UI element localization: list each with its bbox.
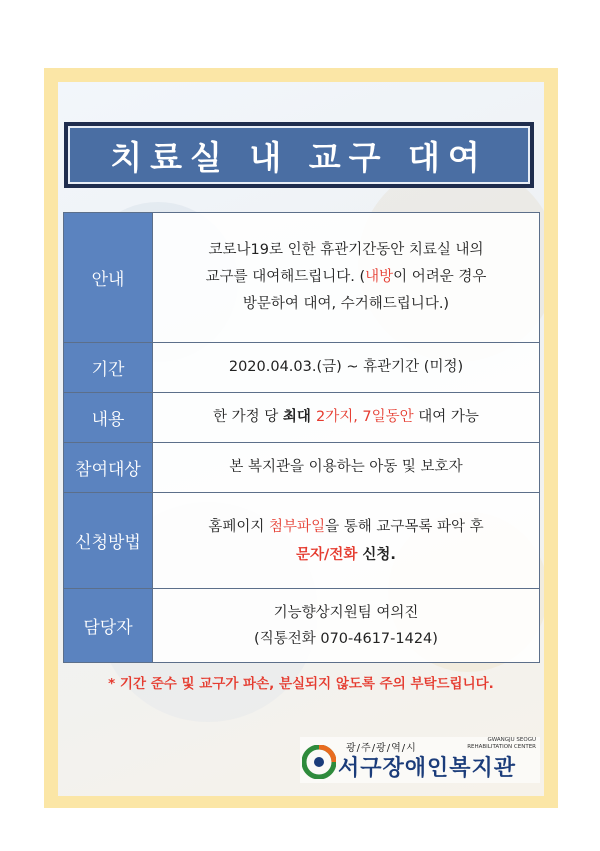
label-target: 참여대상 [64,443,153,493]
guide-line1: 코로나19로 인한 휴관기간동안 치료실 내의 [208,242,484,258]
guide-line2c: 이 어려운 경우 [393,269,487,285]
row-guide [64,213,540,343]
value-period: 2020.04.03.(금) ~ 휴관기간 (미정) [153,343,540,393]
method-e: 신청. [357,546,396,563]
contact-line1: 기능향상지원팀 여의진 [273,604,419,621]
row-content [64,393,540,443]
label-content: 내용 [64,393,153,443]
organization-logo [300,737,540,783]
caution-note: * 기간 준수 및 교구가 파손, 분실되지 않도록 주의 부탁드립니다. [108,676,494,692]
guide-line2-highlight: 내방 [365,269,394,285]
guide-line2a: 교구를 대여해드립니다. ( [205,269,366,285]
content-a: 한 가정 당 [213,409,283,425]
logo-en2: REHABILITATION CENTER [467,744,536,750]
value-guide [153,213,540,343]
label-method: 신청방법 [64,493,153,589]
page-title: 치료실 내 교구 대여 [68,126,530,184]
info-table [63,212,540,663]
label-contact: 담당자 [64,589,153,663]
value-contact [153,589,540,663]
row-target [64,443,540,493]
logo-city: 광/주/광/역/시 [346,743,417,754]
logo-name: 서구장애인복지관 [338,756,517,781]
value-target: 본 복지관을 이용하는 아동 및 보호자 [153,443,540,493]
logo-emblem-icon [302,745,336,779]
row-period [64,343,540,393]
label-period: 기간 [64,343,153,393]
content-highlight: 2가지, 7일동안 [315,409,414,425]
contact-line2: (직통전화 070-4617-1424) [254,630,438,647]
guide-line3: 방문하여 대여, 수거해드립니다.) [242,296,450,312]
value-content [153,393,540,443]
title-banner [64,122,534,188]
method-a: 홈페이지 [208,518,270,535]
value-method [153,493,540,589]
logo-english [460,737,536,751]
method-highlight-attachment: 첨부파일 [269,518,326,535]
method-c: 을 통해 교구목록 파악 후 [325,518,484,535]
method-highlight-contact: 문자/전화 [296,546,358,563]
logo-en1: GWANGJU SEOGU [487,737,536,743]
row-contact [64,589,540,663]
content-b: 최대 [282,409,316,425]
label-guide: 안내 [64,213,153,343]
content-d: 대여 가능 [413,409,479,425]
row-method [64,493,540,589]
